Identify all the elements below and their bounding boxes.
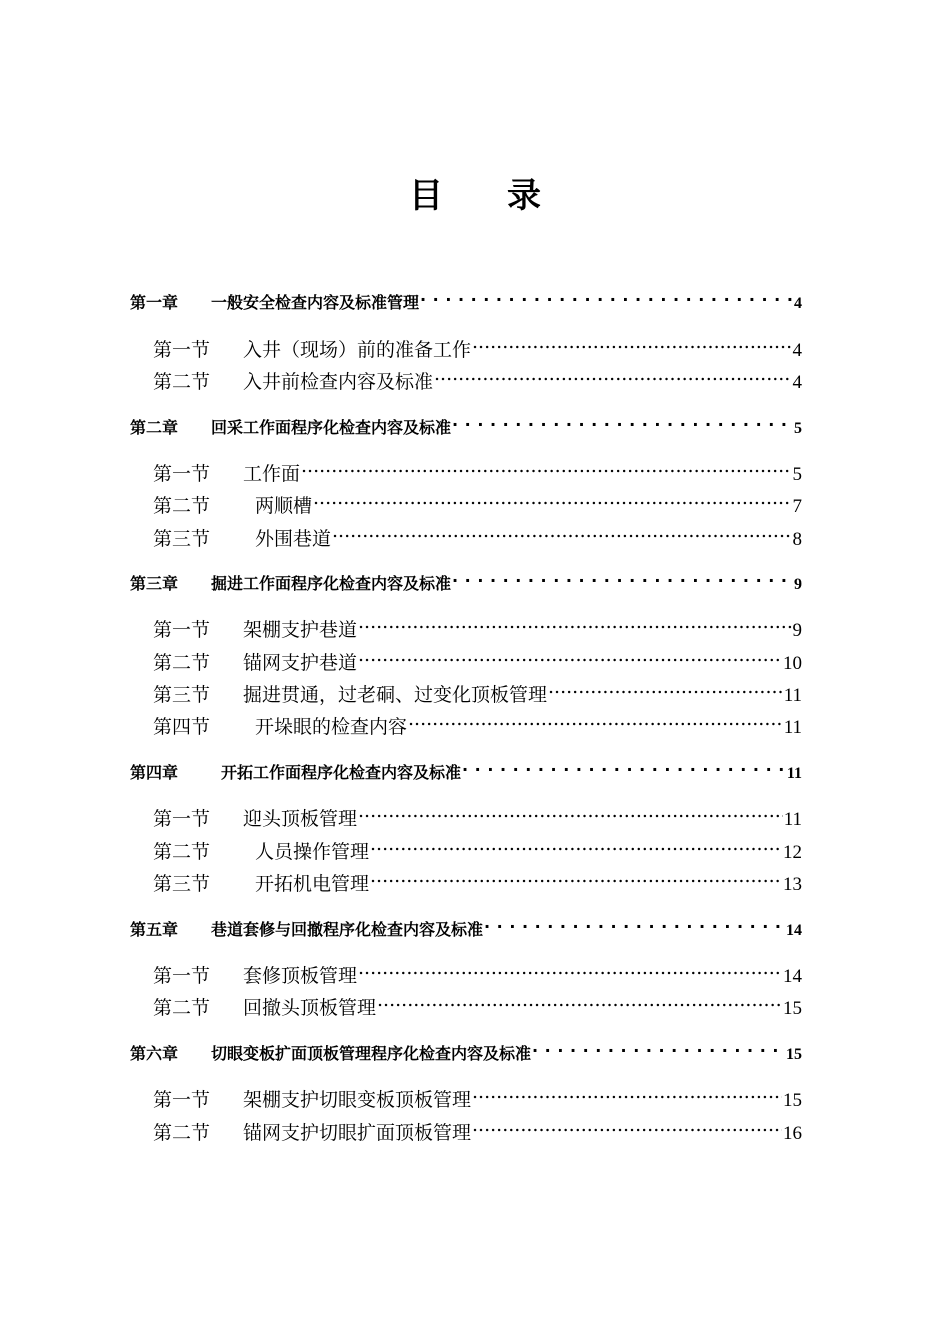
page-title — [0, 172, 950, 220]
section-number: 第二节 — [153, 495, 211, 517]
page-number: 11 — [786, 765, 802, 782]
toc-section-entry[interactable] — [153, 994, 802, 1022]
page-number: 16 — [783, 1123, 802, 1144]
chapter-number: 第一章 — [130, 293, 179, 312]
page-number: 8 — [792, 529, 802, 550]
section-title: 两顺槽 — [255, 495, 313, 517]
section-number: 第一节 — [153, 339, 211, 361]
page-number: 11 — [783, 717, 802, 738]
dot-leader — [377, 995, 782, 1014]
chapter-title: 开拓工作面程序化检查内容及标准 — [221, 763, 462, 782]
toc-section-entry[interactable] — [153, 1086, 802, 1114]
dot-leader — [434, 369, 791, 388]
section-title: 架棚支护切眼变板顶板管理 — [243, 1089, 472, 1111]
section-title: 回撤头顶板管理 — [243, 997, 377, 1019]
dot-leader — [452, 573, 793, 589]
chapter-title: 切眼变板扩面顶板管理程序化检查内容及标准 — [211, 1044, 532, 1063]
section-title: 外围巷道 — [255, 528, 332, 550]
toc-chapter-entry[interactable] — [130, 291, 802, 315]
section-number: 第三节 — [153, 684, 211, 706]
chapter-number: 第四章 — [130, 763, 179, 782]
dot-leader — [472, 1087, 782, 1106]
page-number: 13 — [783, 874, 802, 895]
page-number: 7 — [792, 496, 802, 517]
page-number: 9 — [794, 576, 802, 593]
page-number: 10 — [783, 653, 802, 674]
toc-section-entry[interactable] — [153, 460, 802, 488]
section-title: 锚网支护巷道 — [243, 652, 358, 674]
toc-section-entry[interactable] — [153, 713, 802, 741]
dot-leader — [472, 1120, 782, 1139]
section-number: 第一节 — [153, 808, 211, 830]
chapter-title: 巷道套修与回撤程序化检查内容及标准 — [211, 920, 484, 939]
dot-leader — [472, 337, 791, 356]
page-number: 5 — [792, 464, 802, 485]
section-number: 第二节 — [153, 841, 211, 863]
section-number: 第一节 — [153, 1089, 211, 1111]
toc-section-entry[interactable] — [153, 805, 802, 833]
toc-section-entry[interactable] — [153, 525, 802, 553]
section-title: 套修顶板管理 — [243, 965, 358, 987]
toc-chapter-entry[interactable] — [130, 761, 802, 785]
section-title: 掘进贯通，过老硐、过变化顶板管理 — [243, 684, 548, 706]
chapter-title: 回采工作面程序化检查内容及标准 — [211, 418, 452, 437]
dot-leader — [358, 650, 782, 669]
page-number: 11 — [783, 685, 802, 706]
section-number: 第三节 — [153, 528, 211, 550]
dot-leader — [452, 417, 793, 433]
page-number: 12 — [783, 842, 802, 863]
section-title: 工作面 — [243, 463, 301, 485]
section-number: 第一节 — [153, 619, 211, 641]
page-number: 11 — [783, 809, 802, 830]
chapter-title: 掘进工作面程序化检查内容及标准 — [211, 574, 452, 593]
page-number: 4 — [792, 372, 802, 393]
page-number: 4 — [794, 295, 802, 312]
page-number: 9 — [792, 620, 802, 641]
dot-leader — [358, 963, 782, 982]
toc-section-entry[interactable] — [153, 681, 802, 709]
chapter-number: 第二章 — [130, 418, 179, 437]
section-number: 第二节 — [153, 652, 211, 674]
section-number: 第一节 — [153, 965, 211, 987]
page-number: 5 — [794, 420, 802, 437]
dot-leader — [532, 1043, 785, 1059]
dot-leader — [332, 526, 791, 545]
section-title: 人员操作管理 — [255, 841, 370, 863]
toc-section-entry[interactable] — [153, 870, 802, 898]
toc-section-entry[interactable] — [153, 492, 802, 520]
section-number: 第三节 — [153, 873, 211, 895]
dot-leader — [313, 493, 791, 512]
dot-leader — [408, 714, 783, 733]
dot-leader — [548, 682, 783, 701]
section-title: 开垛眼的检查内容 — [255, 716, 408, 738]
dot-leader — [420, 292, 793, 308]
section-title: 架棚支护巷道 — [243, 619, 358, 641]
toc-chapter-entry[interactable] — [130, 918, 802, 942]
page-number: 4 — [792, 340, 802, 361]
chapter-number: 第六章 — [130, 1044, 179, 1063]
toc-chapter-entry[interactable] — [130, 1042, 802, 1066]
section-number: 第二节 — [153, 1122, 211, 1144]
dot-leader — [358, 806, 783, 825]
dot-leader — [358, 617, 791, 636]
dot-leader — [462, 762, 786, 778]
section-number: 第二节 — [153, 371, 211, 393]
title-char-1: 目 — [409, 176, 443, 216]
dot-leader — [370, 871, 782, 890]
chapter-title: 一般安全检查内容及标准管理 — [211, 293, 420, 312]
toc-section-entry[interactable] — [153, 962, 802, 990]
title-char-2: 录 — [507, 176, 541, 216]
page-number: 14 — [786, 922, 802, 939]
toc-section-entry[interactable] — [153, 649, 802, 677]
section-title: 入井前检查内容及标准 — [243, 371, 434, 393]
page-number: 14 — [783, 966, 802, 987]
page-number: 15 — [783, 998, 802, 1019]
page-number: 15 — [783, 1090, 802, 1111]
section-title: 锚网支护切眼扩面顶板管理 — [243, 1122, 472, 1144]
chapter-number: 第五章 — [130, 920, 179, 939]
toc-chapter-entry[interactable] — [130, 572, 802, 596]
section-title: 入井（现场）前的准备工作 — [243, 339, 472, 361]
page-number: 15 — [786, 1046, 802, 1063]
section-title: 开拓机电管理 — [255, 873, 370, 895]
dot-leader — [301, 461, 791, 480]
dot-leader — [370, 839, 782, 858]
toc-chapter-entry[interactable] — [130, 416, 802, 440]
toc-section-entry[interactable] — [153, 616, 802, 644]
toc-section-entry[interactable] — [153, 368, 802, 396]
toc-section-entry[interactable] — [153, 1119, 802, 1147]
chapter-number: 第三章 — [130, 574, 179, 593]
section-number: 第四节 — [153, 716, 211, 738]
dot-leader — [484, 919, 785, 935]
section-title: 迎头顶板管理 — [243, 808, 358, 830]
section-number: 第二节 — [153, 997, 211, 1019]
toc-section-entry[interactable] — [153, 838, 802, 866]
toc-section-entry[interactable] — [153, 336, 802, 364]
section-number: 第一节 — [153, 463, 211, 485]
